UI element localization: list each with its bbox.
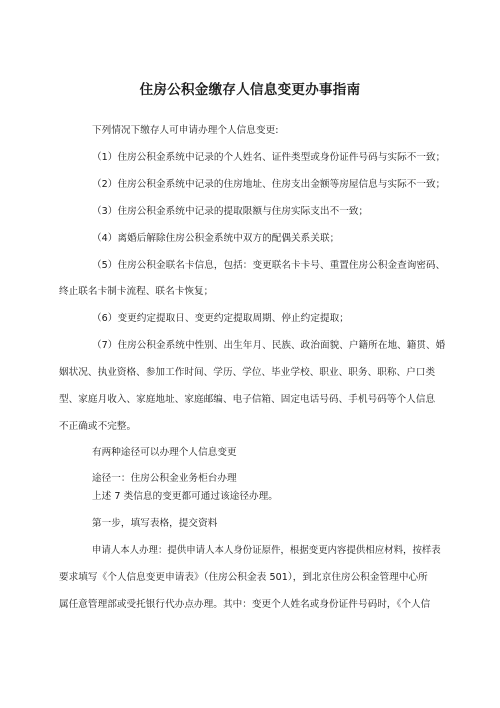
intro-line: 下列情况下缴存人可申请办理个人信息变更: (92, 125, 279, 136)
item-4: （4）离婚后解除住房公积金系统中双方的配偶关系关联； (92, 233, 340, 244)
step-one-text-2: 要求填写《个人信息变更申请表》（住房公积金表 501），到北京住房公积金管理中心所 (59, 572, 428, 583)
route-one-note: 上述 7 类信息的变更都可通过该途径办理。 (92, 491, 278, 502)
item-2: （2）住房公积金系统中记录的住房地址、住房支出金额等房屋信息与实际不一致； (92, 179, 446, 190)
route-one-heading: 途径一：住房公积金业务柜台办理 (92, 473, 237, 484)
item-5-cont: 终止联名卡制卡流程、联名卡恢复； (59, 286, 214, 297)
item-5: （5）住房公积金联名卡信息，包括：变更联名卡卡号、重置住房公积金查询密码、 (92, 260, 446, 271)
item-7: （7）住房公积金系统中性别、出生年月、民族、政治面貌、户籍所在地、籍贯、婚 (92, 340, 446, 351)
item-7-cont-2: 型、家庭月收入、家庭地址、家庭邮编、电子信箱、固定电话号码、手机号码等个人信息 (59, 394, 436, 405)
step-one-heading: 第一步，填写表格，提交资料 (92, 518, 218, 529)
step-one-text-3: 属任意管理部或受托银行代办点办理。其中：变更个人姓名或身份证件号码时，《个人信 (59, 599, 431, 610)
document-title: 住房公积金缴存人信息变更办事指南 (139, 82, 361, 98)
item-3: （3）住房公积金系统中记录的提取限额与住房实际支出不一致； (92, 206, 369, 217)
section-heading: 有两种途径可以办理个人信息变更 (92, 447, 237, 458)
item-7-cont-3: 不正确或不完整。 (59, 421, 137, 432)
step-one-text-1: 申请人本人办理：提供申请人本人身份证原件，根据变更内容提供相应材料，按样表 (92, 545, 441, 556)
item-7-cont-1: 姻状况、执业资格、参加工作时间、学历、学位、毕业学校、职业、职务、职称、户口类 (59, 367, 436, 378)
item-6: （6）变更约定提取日、变更约定提取周期、停止约定提取； (92, 313, 349, 324)
item-1: （1）住房公积金系统中记录的个人姓名、证件类型或身份证件号码与实际不一致； (92, 152, 446, 163)
